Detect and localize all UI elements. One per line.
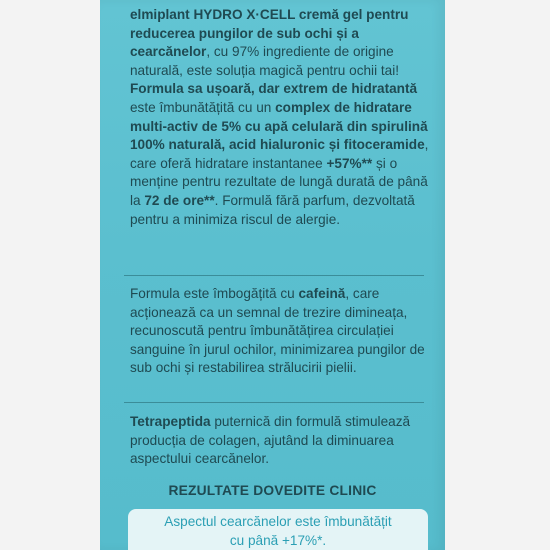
text-run: Formula sa ușoară, dar extrem de hidratantă xyxy=(130,81,418,97)
text-run: și o menține pentru rezultate de lungă durată de până la xyxy=(130,155,428,208)
description-paragraph-1 xyxy=(130,6,435,229)
text-run: +57%** xyxy=(326,155,373,171)
description-paragraph-3 xyxy=(130,413,435,469)
description-paragraph-2 xyxy=(130,285,435,378)
text-run: . Formulă fără parfum, dezvoltată pentru a minimiza riscul de alergie. xyxy=(130,192,415,227)
background-left xyxy=(0,0,100,550)
text-run: , cu 97% ingrediente de origine naturală, este soluția magică pentru ochii tai! xyxy=(130,44,400,78)
text-run: , care acționează ca un semnal de trezire dimineața, recunoscută pentru îmbunătățirea circulației sanguine în jurul ochilor, minimizarea pungilor de sub ochi și restabilirea strălucirii pielii. xyxy=(130,286,425,376)
text-run: este îmbunătățită cu un xyxy=(130,99,276,115)
product-box-side-panel xyxy=(100,0,446,550)
text-run: elmiplant HYDRO X·CELL cremă gel pentru reducerea pungilor de sub ochi și a cearcănelor xyxy=(130,7,409,60)
background-right xyxy=(445,0,550,550)
text-run: , care oferă hidratare instantanee xyxy=(130,137,429,171)
divider-1 xyxy=(124,275,424,276)
text-run: puternică din formulă stimulează producția de colagen, ajutând la diminuarea aspectului cearcănelor. xyxy=(130,414,411,467)
text-run: complex de hidratare multi-activ de 5% cu apă celulară din spirulină 100% naturală, acid hialuronic și fitoceramide xyxy=(130,99,428,153)
text-run: cafeină xyxy=(298,286,346,301)
clinical-result-box xyxy=(128,509,428,550)
result-line-1: Aspectul cearcănelor este îmbunătățit xyxy=(164,514,392,529)
clinical-results-heading: REZULTATE DOVEDITE CLINIC xyxy=(168,483,377,498)
text-run: Formula este îmbogățită cu xyxy=(130,286,299,301)
text-run: Tetrapeptida xyxy=(130,414,211,429)
text-run: 72 de ore** xyxy=(144,192,215,208)
result-line-2: cu până +17%*. xyxy=(229,532,327,548)
divider-2 xyxy=(124,402,424,403)
